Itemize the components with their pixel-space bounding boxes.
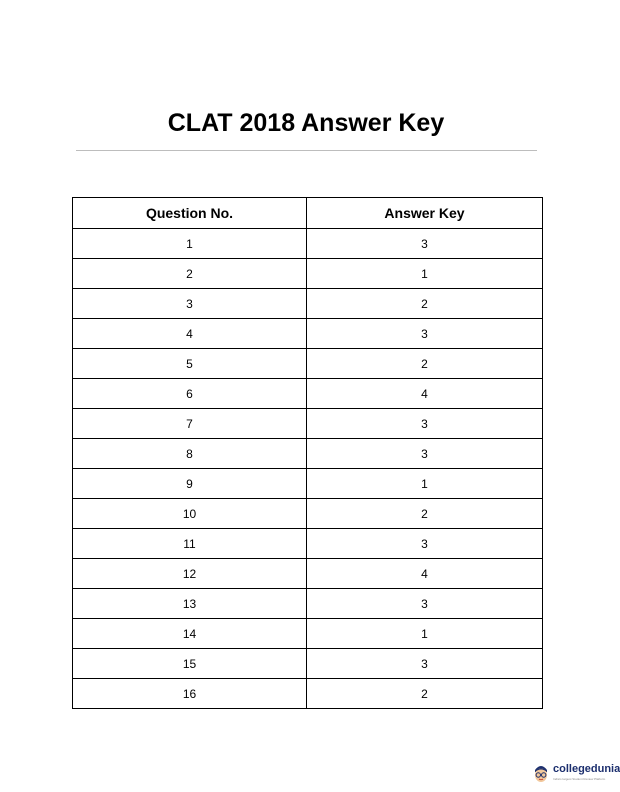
question-number-cell: 15 [73,649,307,679]
answer-cell: 3 [307,319,543,349]
logo-wordmark: collegedunia [553,763,620,775]
table-row [73,379,543,409]
table-row [73,679,543,709]
table-row [73,319,543,349]
question-number-cell: 5 [73,349,307,379]
page-title: CLAT 2018 Answer Key [167,108,445,137]
question-number-cell: 13 [73,589,307,619]
answer-key-table [72,197,543,709]
answer-cell: 1 [307,469,543,499]
answer-cell: 4 [307,559,543,589]
question-number-cell: 9 [73,469,307,499]
answer-cell: 2 [307,289,543,319]
question-number-cell: 12 [73,559,307,589]
title-divider [76,150,537,151]
answer-cell: 3 [307,649,543,679]
student-face-icon [532,763,550,783]
logo-tagline: India's largest Student Review Platform [553,777,606,781]
question-no-header: Question No. [73,198,307,229]
table-row [73,559,543,589]
table-row [73,649,543,679]
question-number-cell: 8 [73,439,307,469]
question-number-cell: 6 [73,379,307,409]
question-number-cell: 10 [73,499,307,529]
table-row [73,529,543,559]
answer-cell: 3 [307,229,543,259]
question-number-cell: 1 [73,229,307,259]
table-row [73,619,543,649]
table-row [73,589,543,619]
table-row [73,439,543,469]
question-number-cell: 4 [73,319,307,349]
answer-cell: 3 [307,439,543,469]
answer-cell: 1 [307,619,543,649]
answer-cell: 2 [307,499,543,529]
question-number-cell: 16 [73,679,307,709]
question-number-cell: 2 [73,259,307,289]
answer-cell: 2 [307,349,543,379]
answer-cell: 4 [307,379,543,409]
answer-cell: 3 [307,589,543,619]
table-row [73,289,543,319]
question-number-cell: 7 [73,409,307,439]
answer-cell: 3 [307,409,543,439]
collegedunia-logo [532,761,620,787]
question-number-cell: 11 [73,529,307,559]
table-row [73,259,543,289]
table-row [73,229,543,259]
answer-key-header: Answer Key [307,198,543,229]
question-number-cell: 14 [73,619,307,649]
table-row [73,349,543,379]
table-row [73,409,543,439]
table-body [73,229,543,709]
question-number-cell: 3 [73,289,307,319]
table-row [73,469,543,499]
answer-cell: 1 [307,259,543,289]
answer-cell: 3 [307,529,543,559]
table-row [73,499,543,529]
table-header-row [73,198,543,229]
answer-cell: 2 [307,679,543,709]
